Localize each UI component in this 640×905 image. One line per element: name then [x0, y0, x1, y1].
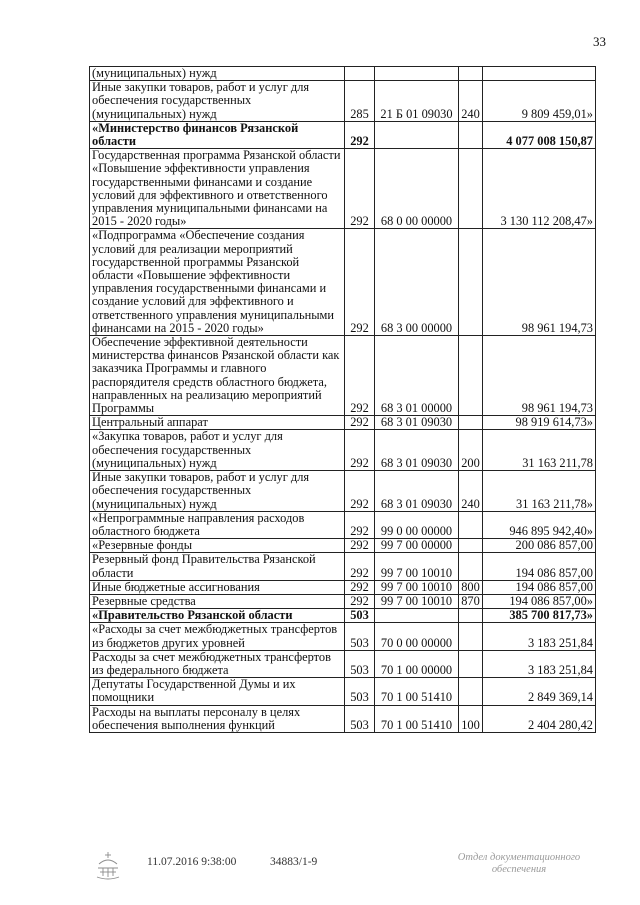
row-article: 68 0 00 00000	[375, 149, 459, 229]
row-name: «Министерство финансов Рязанской области	[90, 121, 345, 148]
row-code: 292	[345, 511, 375, 538]
row-name: «Непрограммные направления расходов областного бюджета	[90, 511, 345, 538]
row-name: Центральный аппарат	[90, 416, 345, 430]
row-code: 292	[345, 229, 375, 336]
table-row	[90, 67, 596, 81]
table-row	[90, 511, 596, 538]
row-code	[345, 67, 375, 81]
row-amount: 385 700 817,73»	[483, 609, 596, 623]
table-row	[90, 149, 596, 229]
row-article: 70 0 00 00000	[375, 623, 459, 650]
row-name: Государственная программа Рязанской области «Повышение эффективности управления государственными финансами и создание условий для эффективного и ответственного управления муниципальными финансами на 2015 - 2020 годы»	[90, 149, 345, 229]
row-expense-type	[459, 553, 483, 580]
row-name: Расходы за счет межбюджетных трансфертов из федерального бюджета	[90, 650, 345, 677]
row-article: 68 3 01 09030	[375, 430, 459, 471]
row-expense-type: 240	[459, 471, 483, 512]
table-row	[90, 81, 596, 122]
row-amount: 946 895 942,40»	[483, 511, 596, 538]
row-amount: 3 183 251,84	[483, 650, 596, 677]
row-amount: 31 163 211,78	[483, 430, 596, 471]
table-row	[90, 705, 596, 732]
row-article: 99 7 00 00000	[375, 539, 459, 553]
table-row	[90, 430, 596, 471]
row-amount: 9 809 459,01»	[483, 81, 596, 122]
row-expense-type: 200	[459, 430, 483, 471]
table-row	[90, 623, 596, 650]
row-code: 503	[345, 678, 375, 705]
row-code: 292	[345, 416, 375, 430]
row-amount: 200 086 857,00	[483, 539, 596, 553]
budget-table-body	[90, 67, 596, 733]
row-article: 99 7 00 10010	[375, 580, 459, 594]
budget-table	[89, 66, 596, 733]
row-name: Иные бюджетные ассигнования	[90, 580, 345, 594]
row-code: 292	[345, 471, 375, 512]
row-name: «Подпрограмма «Обеспечение создания условий для реализации мероприятий государственной программы Рязанской области «Повышение эффективности управления государственными финансами и создание условий для эффективного и ответственного управления муниципальными финансами на 2015 - 2020 годы»	[90, 229, 345, 336]
row-name: (муниципальных) нужд	[90, 67, 345, 81]
row-name: «Расходы за счет межбюджетных трансфертов из бюджетов других уровней	[90, 623, 345, 650]
row-article: 99 7 00 10010	[375, 594, 459, 608]
table-row	[90, 121, 596, 148]
row-name: Расходы на выплаты персоналу в целях обеспечения выполнения функций	[90, 705, 345, 732]
row-amount: 3 183 251,84	[483, 623, 596, 650]
row-expense-type	[459, 609, 483, 623]
row-code: 285	[345, 81, 375, 122]
row-article: 70 1 00 51410	[375, 705, 459, 732]
row-code: 292	[345, 580, 375, 594]
row-name: Обеспечение эффективной деятельности министерства финансов Рязанской области как заказчика Программы и главного распорядителя средств областного бюджета, направленных на реализацию мероприятий Программы	[90, 336, 345, 416]
row-code: 503	[345, 705, 375, 732]
row-code: 503	[345, 623, 375, 650]
row-article: 99 7 00 10010	[375, 553, 459, 580]
row-amount: 2 849 369,14	[483, 678, 596, 705]
row-code: 292	[345, 553, 375, 580]
row-amount: 3 130 112 208,47»	[483, 149, 596, 229]
row-code: 292	[345, 430, 375, 471]
row-name: «Правительство Рязанской области	[90, 609, 345, 623]
table-row	[90, 650, 596, 677]
row-code: 292	[345, 149, 375, 229]
row-expense-type	[459, 539, 483, 553]
row-article	[375, 67, 459, 81]
page-number: 33	[593, 34, 606, 49]
row-code: 292	[345, 121, 375, 148]
row-amount: 194 086 857,00»	[483, 594, 596, 608]
footer-doc-id: 34883/1-9	[270, 856, 318, 868]
row-code: 503	[345, 650, 375, 677]
table-row	[90, 678, 596, 705]
table-row	[90, 416, 596, 430]
table-row	[90, 580, 596, 594]
row-amount: 4 077 008 150,87	[483, 121, 596, 148]
row-name: Иные закупки товаров, работ и услуг для обеспечения государственных (муниципальных) нужд	[90, 471, 345, 512]
row-expense-type	[459, 650, 483, 677]
row-amount: 194 086 857,00	[483, 553, 596, 580]
row-name: Резервный фонд Правительства Рязанской области	[90, 553, 345, 580]
row-name: «Резервные фонды	[90, 539, 345, 553]
table-row	[90, 609, 596, 623]
row-amount	[483, 67, 596, 81]
footer-timestamp: 11.07.2016 9:38:00	[147, 856, 237, 868]
row-article: 70 1 00 00000	[375, 650, 459, 677]
row-expense-type: 240	[459, 81, 483, 122]
row-expense-type: 870	[459, 594, 483, 608]
row-article	[375, 121, 459, 148]
row-article: 68 3 01 09030	[375, 471, 459, 512]
row-name: Иные закупки товаров, работ и услуг для обеспечения государственных (муниципальных) нужд	[90, 81, 345, 122]
row-amount: 31 163 211,78»	[483, 471, 596, 512]
row-article: 68 3 01 09030	[375, 416, 459, 430]
row-expense-type	[459, 623, 483, 650]
row-code: 292	[345, 594, 375, 608]
row-expense-type	[459, 336, 483, 416]
row-expense-type	[459, 121, 483, 148]
row-expense-type	[459, 67, 483, 81]
row-expense-type: 800	[459, 580, 483, 594]
row-article: 99 0 00 00000	[375, 511, 459, 538]
row-code: 292	[345, 336, 375, 416]
table-row	[90, 594, 596, 608]
row-expense-type	[459, 678, 483, 705]
row-code: 292	[345, 539, 375, 553]
row-article	[375, 609, 459, 623]
row-article: 21 Б 01 09030	[375, 81, 459, 122]
row-expense-type	[459, 511, 483, 538]
row-expense-type	[459, 416, 483, 430]
row-name: Депутаты Государственной Думы и их помощники	[90, 678, 345, 705]
table-row	[90, 539, 596, 553]
row-amount: 2 404 280,42	[483, 705, 596, 732]
footer-watermark: Отдел документационного обеспечения	[457, 852, 581, 875]
table-row	[90, 553, 596, 580]
table-row	[90, 471, 596, 512]
row-name: «Закупка товаров, работ и услуг для обеспечения государственных (муниципальных) нужд	[90, 430, 345, 471]
row-expense-type	[459, 229, 483, 336]
row-amount: 98 961 194,73	[483, 229, 596, 336]
row-expense-type	[459, 149, 483, 229]
row-article: 68 3 00 00000	[375, 229, 459, 336]
table-row	[90, 336, 596, 416]
table-row	[90, 229, 596, 336]
row-expense-type: 100	[459, 705, 483, 732]
row-article: 68 3 01 00000	[375, 336, 459, 416]
row-article: 70 1 00 51410	[375, 678, 459, 705]
row-amount: 98 919 614,73»	[483, 416, 596, 430]
row-code: 503	[345, 609, 375, 623]
row-name: Резервные средства	[90, 594, 345, 608]
row-amount: 98 961 194,73	[483, 336, 596, 416]
row-amount: 194 086 857,00	[483, 580, 596, 594]
seal-icon	[93, 850, 123, 882]
